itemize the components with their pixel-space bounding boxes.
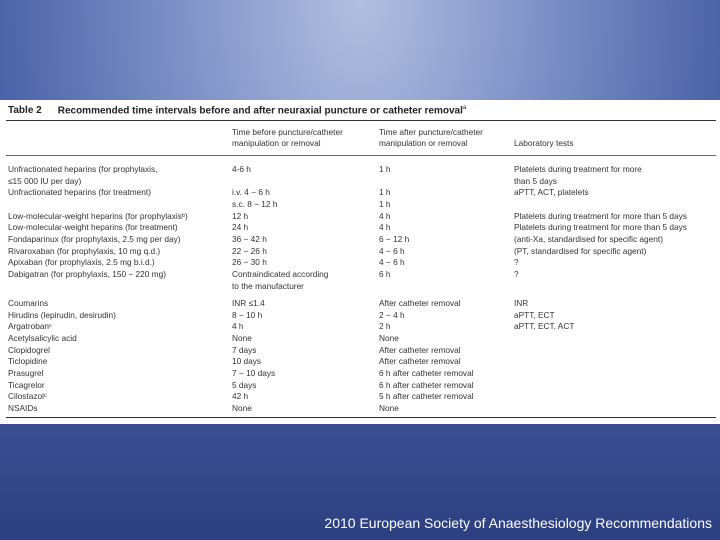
cell-drug: Rivaroxaban (for prophylaxis, 10 mg q.d.) [8,245,161,256]
cell-time-before: 10 days [232,356,262,367]
cell-time-after: 2 − 4 h [379,309,405,320]
cell-time-before: None [232,333,252,344]
cell-time-before: s.c. 8 − 12 h [232,198,278,209]
cell-drug: Hirudins (lepirudin, desirudin) [8,309,116,320]
table-top-rule [6,120,716,121]
cell-time-after: 1 h [379,187,391,198]
cell-time-after: None [379,333,399,344]
recommendations-table [0,100,720,424]
cell-time-before: 7 days [232,344,257,355]
cell-drug: Ticlopidine [8,356,48,367]
cell-time-before: 4-6 h [232,164,251,174]
cell-time-before: 12 h [232,210,249,221]
cell-time-before: 24 h [232,222,249,233]
cell-drug: Low-molecular-weight heparins (for prophylaxisᵇ) [8,210,188,221]
slide-caption: 2010 European Society of Anaesthesiology Recommendations [324,515,712,531]
cell-drug: Fondaparinux (for prophylaxis, 2.5 mg per day) [8,233,181,244]
cell-lab-tests: Platelets during treatment for more than 5 days [514,210,687,221]
cell-drug: Coumarins [8,298,49,309]
cell-time-before: to the manufacturer [232,280,304,291]
cell-time-after: After catheter removal [379,356,461,367]
cell-time-after: 4 h [379,222,391,233]
cell-drug: Cilostazolᶜ [8,391,47,402]
table-bottom-rule [6,417,716,418]
cell-time-after: 1 h [379,164,391,174]
cell-drug: Clopidogrel [8,344,50,355]
cell-drug: ≤15 000 IU per day) [8,175,82,186]
table-title [8,105,466,116]
cell-drug: Argatrobanᶜ [8,321,52,332]
cell-time-after: 5 h after catheter removal [379,391,474,402]
cell-time-after: 6 h after catheter removal [379,368,474,379]
cell-time-before: INR ≤1.4 [232,298,265,309]
cell-time-after: 4 h [379,210,391,221]
cell-drug: Ticagrelor [8,379,45,390]
cell-time-before: Contraindicated according [232,268,329,279]
cell-time-after: 4 − 6 h [379,245,405,256]
cell-time-before: 8 − 10 h [232,309,263,320]
cell-lab-tests: Platelets during treatment for more [514,164,642,174]
cell-time-after: 4 − 6 h [379,257,405,268]
cell-time-after: 2 h [379,321,391,332]
cell-drug: Dabigatran (for prophylaxis, 150 − 220 mg) [8,268,166,279]
cell-drug: Unfractionated heparins (for treatment) [8,187,151,198]
cell-lab-tests: aPTT, ECT [514,309,555,320]
cell-time-before: 26 − 30 h [232,257,267,268]
cell-time-before: i.v. 4 − 6 h [232,187,270,198]
cell-lab-tests: Platelets during treatment for more than 5 days [514,222,687,233]
cell-lab-tests: ? [514,257,519,268]
cell-time-after: None [379,403,399,413]
cell-time-before: 36 − 42 h [232,233,267,244]
cell-lab-tests: INR [514,298,529,309]
cell-lab-tests: (anti-Xa, standardised for specific agent) [514,233,663,244]
cell-time-before: 5 days [232,379,257,390]
header-time-before: Time before puncture/catheter manipulation or removal [232,127,343,148]
cell-time-before: 22 − 26 h [232,245,267,256]
cell-drug: Prasugrel [8,368,44,379]
cell-time-after: After catheter removal [379,298,461,309]
table-title-footnote: a [462,105,467,111]
cell-time-after: 1 h [379,198,391,209]
cell-time-after: 6 h after catheter removal [379,379,474,390]
table-number: Table 2 [8,105,42,117]
table-title-text: Recommended time intervals before and after neuraxial puncture or catheter removal [57,105,463,117]
cell-time-after: 6 h [379,268,391,279]
table-header-rule [6,155,716,156]
cell-time-before: 4 h [232,321,244,332]
cell-lab-tests: aPTT, ECT, ACT [514,321,575,332]
header-laboratory-tests: Laboratory tests [514,138,574,148]
header-time-after: Time after puncture/catheter manipulation or removal [379,127,483,148]
cell-time-after: 6 − 12 h [379,233,410,244]
cell-time-before: 42 h [232,391,249,402]
cell-time-after: After catheter removal [379,344,461,355]
cell-time-before: None [232,403,252,413]
cell-drug: Low-molecular-weight heparins (for treatment) [8,222,178,233]
cell-drug: Apixaban (for prophylaxis, 2.5 mg b.i.d.) [8,257,155,268]
cell-time-before: 7 − 10 days [232,368,276,379]
cell-drug: NSAIDs [8,403,38,413]
cell-drug: Acetylsalicylic acid [8,333,77,344]
cell-drug: Unfractionated heparins (for prophylaxis, [8,164,158,174]
cell-lab-tests: ? [514,268,519,279]
cell-lab-tests: aPTT, ACT, platelets [514,187,589,198]
cell-lab-tests: (PT, standardised for specific agent) [514,245,647,256]
cell-lab-tests: than 5 days [514,175,557,186]
